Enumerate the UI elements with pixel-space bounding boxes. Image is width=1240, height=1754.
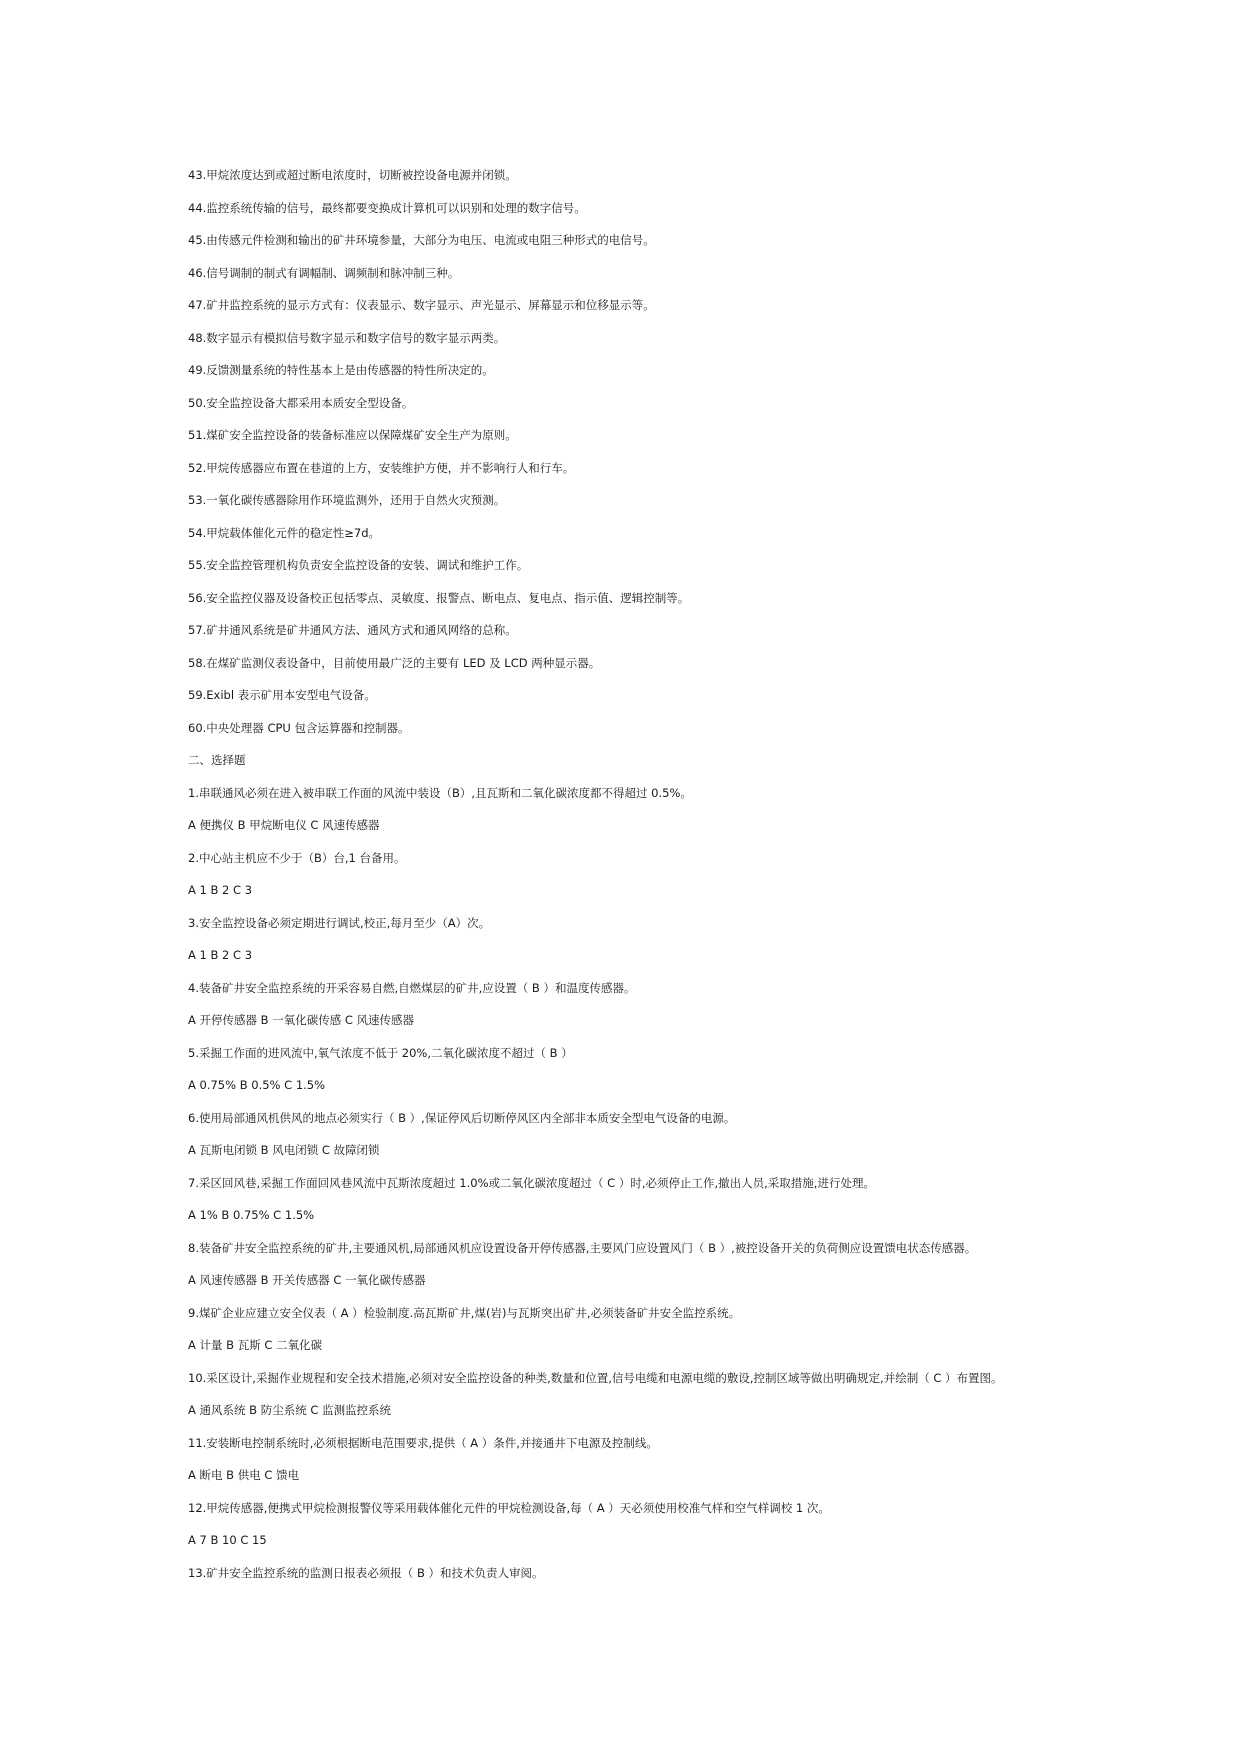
text-line-53: 53.一氧化碳传感器除用作环境监测外，还用于自然火灾预测。	[188, 493, 506, 507]
text-line-46: 46.信号调制的制式有调幅制、调频制和脉冲制三种。	[188, 265, 460, 280]
question-8: 8.装备矿井安全监控系统的矿井,主要通风机,局部通风机应设置设备开停传感器,主要风门应设置风门（ B ）,被控设备开关的负荷侧应设置馈电状态传感器。	[188, 1240, 977, 1255]
options-7: A 1% B 0.75% C 1.5%	[188, 1208, 315, 1222]
text-line-49: 49.反馈测量系统的特性基本上是由传感器的特性所决定的。	[188, 363, 494, 377]
text-line-59: 59.Exibl 表示矿用本安型电气设备。	[188, 688, 376, 702]
section-heading: 二、选择题	[188, 753, 246, 767]
options-3: A 1 B 2 C 3	[188, 948, 253, 962]
text-line-56: 56.安全监控仪器及设备校正包括零点、灵敏度、报警点、断电点、复电点、指示值、逻辑控制等。	[188, 590, 690, 605]
question-13: 13.矿井安全监控系统的监测日报表必须报（ B ）和技术负责人审阅。	[188, 1565, 544, 1580]
options-4: A 开停传感器 B 一氧化碳传感 C 风速传感器	[188, 1013, 415, 1027]
options-10: A 通风系统 B 防尘系统 C 监测监控系统	[188, 1403, 392, 1417]
text-line-60: 60.中央处理器 CPU 包含运算器和控制器。	[188, 720, 410, 735]
document-body	[188, 168, 1198, 1598]
question-12: 12.甲烷传感器,便携式甲烷检测报警仪等采用载体催化元件的甲烷检测设备,每（ A ）天必须使用校准气样和空气样调校 1 次。	[188, 1500, 830, 1515]
text-line-55: 55.安全监控管理机构负责安全监控设备的安装、调试和维护工作。	[188, 558, 529, 572]
text-line-54: 54.甲烷载体催化元件的稳定性≥7d。	[188, 525, 381, 540]
options-9: A 计量 B 瓦斯 C 二氧化碳	[188, 1338, 323, 1352]
options-12: A 7 B 10 C 15	[188, 1533, 267, 1547]
text-line-45: 45.由传感元件检测和输出的矿井环境参量，大部分为电压、电流或电阻三种形式的电信号。	[188, 233, 655, 247]
text-line-43: 43.甲烷浓度达到或超过断电浓度时，切断被控设备电源并闭锁。	[188, 168, 517, 182]
options-8: A 风速传感器 B 开关传感器 C 一氧化碳传感器	[188, 1273, 426, 1287]
question-10: 10.采区设计,采掘作业规程和安全技术措施,必须对安全监控设备的种类,数量和位置,信号电缆和电源电缆的敷设,控制区域等做出明确规定,并绘制（ C ）布置图。	[188, 1370, 1003, 1385]
question-6: 6.使用局部通风机供风的地点必须实行（ B ）,保证停风后切断停风区内全部非本质安全型电气设备的电源。	[188, 1110, 736, 1125]
text-line-57: 57.矿井通风系统是矿井通风方法、通风方式和通风网络的总称。	[188, 623, 517, 637]
text-line-58: 58.在煤矿监测仪表设备中，目前使用最广泛的主要有 LED 及 LCD 两种显示器。	[188, 655, 601, 670]
question-5: 5.采掘工作面的进风流中,氧气浓度不低于 20%,二氧化碳浓度不超过（ B ）	[188, 1045, 573, 1060]
text-line-50: 50.安全监控设备大都采用本质安全型设备。	[188, 395, 414, 410]
text-line-51: 51.煤矿安全监控设备的装备标准应以保障煤矿安全生产为原则。	[188, 428, 517, 442]
question-2: 2.中心站主机应不少于（B）台,1 台备用。	[188, 850, 406, 865]
question-9: 9.煤矿企业应建立安全仪表（ A ）检验制度.高瓦斯矿井,煤(岩)与瓦斯突出矿井,必须装备矿井安全监控系统。	[188, 1305, 741, 1320]
question-4: 4.装备矿井安全监控系统的开采容易自燃,自燃煤层的矿井,应设置（ B ）和温度传感器。	[188, 980, 636, 995]
question-1: 1.串联通风必须在进入被串联工作面的风流中装设（B）,且瓦斯和二氧化碳浓度都不得超过 0.5%。	[188, 785, 692, 800]
options-5: A 0.75% B 0.5% C 1.5%	[188, 1078, 326, 1092]
question-7: 7.采区回风巷,采掘工作面回风巷风流中瓦斯浓度超过 1.0%或二氧化碳浓度超过（ C ）时,必须停止工作,撤出人员,采取措施,进行处理。	[188, 1175, 875, 1190]
text-line-44: 44.监控系统传输的信号，最终都要变换成计算机可以识别和处理的数字信号。	[188, 200, 586, 215]
question-3: 3.安全监控设备必须定期进行调试,校正,每月至少（A）次。	[188, 915, 491, 930]
text-line-52: 52.甲烷传感器应布置在巷道的上方，安装维护方便，并不影响行人和行车。	[188, 460, 575, 475]
text-line-47: 47.矿井监控系统的显示方式有：仪表显示、数字显示、声光显示、屏幕显示和位移显示等。	[188, 298, 655, 312]
question-11: 11.安装断电控制系统时,必须根据断电范围要求,提供（ A ）条件,并接通井下电源及控制线。	[188, 1435, 658, 1450]
options-2: A 1 B 2 C 3	[188, 883, 253, 897]
text-line-48: 48.数字显示有模拟信号数字显示和数字信号的数字显示两类。	[188, 330, 506, 345]
options-11: A 断电 B 供电 C 馈电	[188, 1468, 300, 1482]
options-1: A 便携仪 B 甲烷断电仪 C 风速传感器	[188, 818, 380, 832]
options-6: A 瓦斯电闭锁 B 风电闭锁 C 故障闭锁	[188, 1143, 380, 1157]
